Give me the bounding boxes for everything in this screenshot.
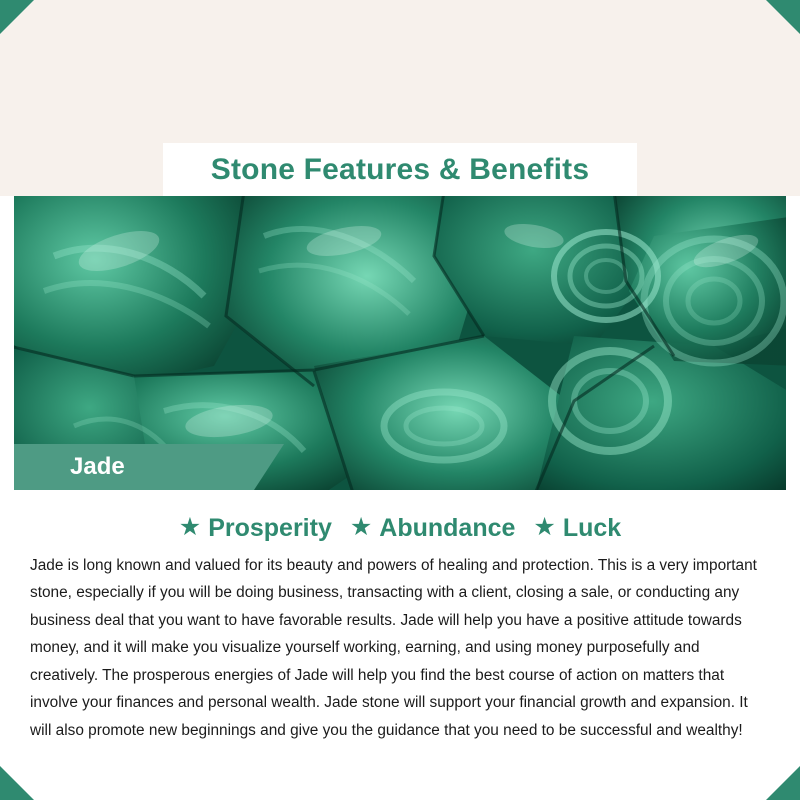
- benefit-label: Luck: [562, 514, 622, 542]
- benefit-label: Prosperity: [208, 514, 332, 542]
- benefit-item: [533, 514, 621, 543]
- page-title-text: Stone Features & Benefits: [210, 152, 590, 186]
- benefit-item: [350, 514, 516, 543]
- content-section: [0, 490, 800, 800]
- star-icon: ★: [178, 513, 202, 541]
- benefit-label: Abundance: [379, 514, 516, 542]
- page-title: [163, 143, 637, 196]
- stone-name-tab-notch: [254, 444, 284, 490]
- star-icon: ★: [533, 513, 556, 541]
- corner-accent-top-right: [766, 0, 800, 34]
- corner-accent-bottom-right: [766, 766, 800, 800]
- stone-name-tab: [14, 444, 254, 490]
- stone-description: Jade is long known and valued for its beauty and powers of healing and protection. This is a very important stone, especially if you will be doing business, transacting with a client, closing a sale, or conducting any business deal that you want to have favorable results. Jade will help you have a positive attitude towards money, and it will make you visualize yourself working, earning, and using money purposefully and creatively. The prosperous energies of Jade will help you find the best course of action on matters that involve your finances and personal wealth. Jade stone will support your financial growth and expansion. It will also promote new beginnings and give you the guidance that you need to be successful and wealthy!: [30, 557, 757, 739]
- benefits-row: [0, 490, 800, 543]
- corner-accent-bottom-left: [0, 766, 34, 800]
- stone-name-label: Jade: [70, 453, 125, 480]
- corner-accent-top-left: [0, 0, 34, 34]
- star-icon: ★: [349, 513, 373, 541]
- benefit-item: [179, 514, 332, 543]
